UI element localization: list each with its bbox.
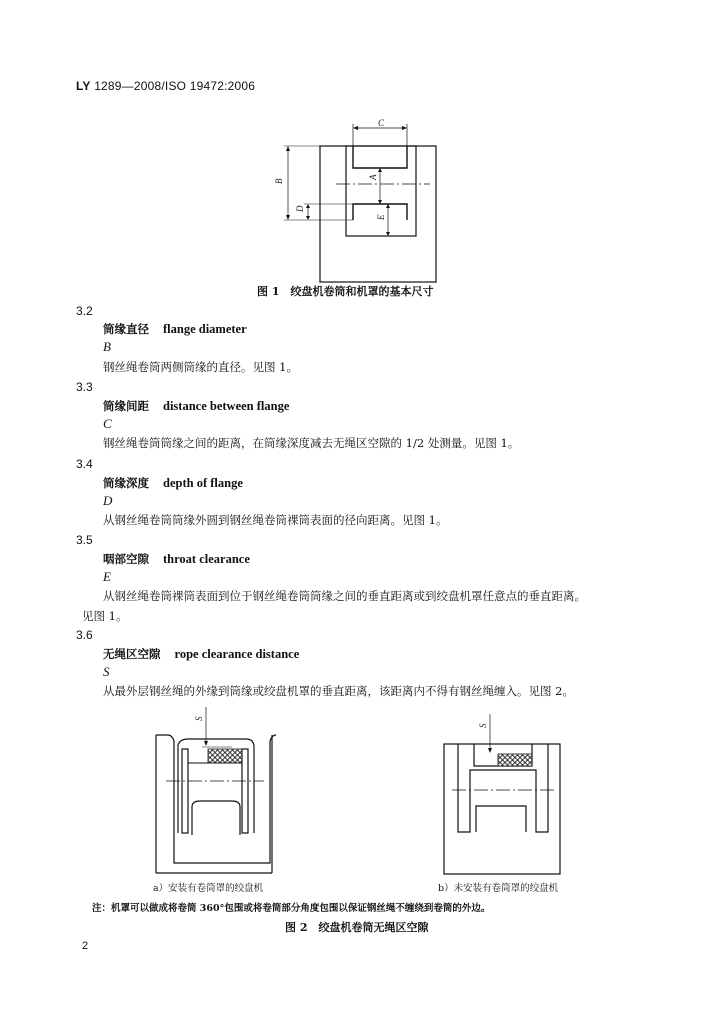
section-number: 3.2: [76, 304, 93, 318]
dim-s-label: S: [194, 716, 204, 721]
dim-s-label-b: S: [478, 723, 488, 728]
figure-1-caption: 图 1 绞盘机卷筒和机罩的基本尺寸: [257, 285, 434, 298]
dim-e-label: E: [376, 214, 386, 220]
term-zh: 筒缘深度: [103, 476, 149, 490]
figure-2-caption: 图 2 绞盘机卷筒无绳区空隙: [285, 921, 429, 934]
term-definition-continued: 见图 1。: [82, 609, 128, 623]
term-en: distance between flange: [163, 399, 290, 413]
standard-prefix: LY: [76, 79, 91, 93]
term-symbol: C: [103, 416, 112, 431]
term-heading: [103, 646, 299, 662]
figure-1-diagram: [270, 118, 450, 288]
term-en: rope clearance distance: [174, 647, 300, 661]
term-en: flange diameter: [163, 322, 247, 336]
term-definition: 从钢丝绳卷筒裸筒表面到位于钢丝绳卷筒筒缘之间的垂直距离或到绞盘机罩任意点的垂直距离。: [103, 589, 586, 603]
term-definition: 钢丝绳卷筒筒缘之间的距离，在筒缘深度减去无绳区空隙的 1/2 处测量。见图 1。: [103, 436, 520, 450]
dim-d-label: D: [295, 205, 305, 212]
section-number: 3.4: [76, 457, 93, 471]
standard-code: 1289—2008/ISO 19472:2006: [94, 79, 256, 93]
term-symbol: S: [103, 664, 110, 679]
figure-2a-caption: a）安装有卷筒罩的绞盘机: [153, 883, 264, 894]
term-en: throat clearance: [163, 552, 250, 566]
term-symbol: E: [103, 569, 111, 584]
term-heading: [103, 475, 243, 491]
term-heading: [103, 551, 250, 567]
section-number: 3.3: [76, 380, 93, 394]
dim-c-label: C: [378, 118, 385, 128]
dim-a-label: A: [368, 174, 378, 180]
term-heading: [103, 398, 289, 414]
figure-2b-diagram: [440, 710, 570, 880]
section-number: 3.6: [76, 628, 93, 642]
term-symbol: D: [103, 493, 113, 508]
term-definition: 钢丝绳卷筒两侧筒缘的直径。见图 1。: [103, 360, 298, 374]
figure-2a-diagram: [150, 705, 280, 875]
document-header: [76, 79, 255, 93]
term-en: depth of flange: [163, 476, 243, 490]
page-number: 2: [82, 940, 89, 952]
dim-b-label: B: [274, 178, 284, 184]
term-definition: 从钢丝绳卷筒筒缘外圆到钢丝绳卷筒裸筒表面的径向距离。见图 1。: [103, 513, 448, 527]
section-number: 3.5: [76, 533, 93, 547]
term-zh: 咽部空隙: [103, 552, 149, 566]
figure-2-note: 注：机罩可以做成将卷筒 360°包围或将卷筒部分角度包围以保证钢丝绳不缠绕到卷筒的外边。: [92, 903, 491, 914]
term-definition: 从最外层钢丝绳的外缘到筒缘或绞盘机罩的垂直距离，该距离内不得有钢丝绳缠入。见图 2。: [103, 684, 574, 698]
term-zh: 筒缘间距: [103, 399, 149, 413]
figure-2b-caption: b）未安装有卷筒罩的绞盘机: [438, 883, 559, 894]
term-heading: [103, 321, 247, 337]
term-zh: 筒缘直径: [103, 322, 149, 336]
term-zh: 无绳区空隙: [103, 647, 161, 661]
term-symbol: B: [103, 339, 111, 354]
